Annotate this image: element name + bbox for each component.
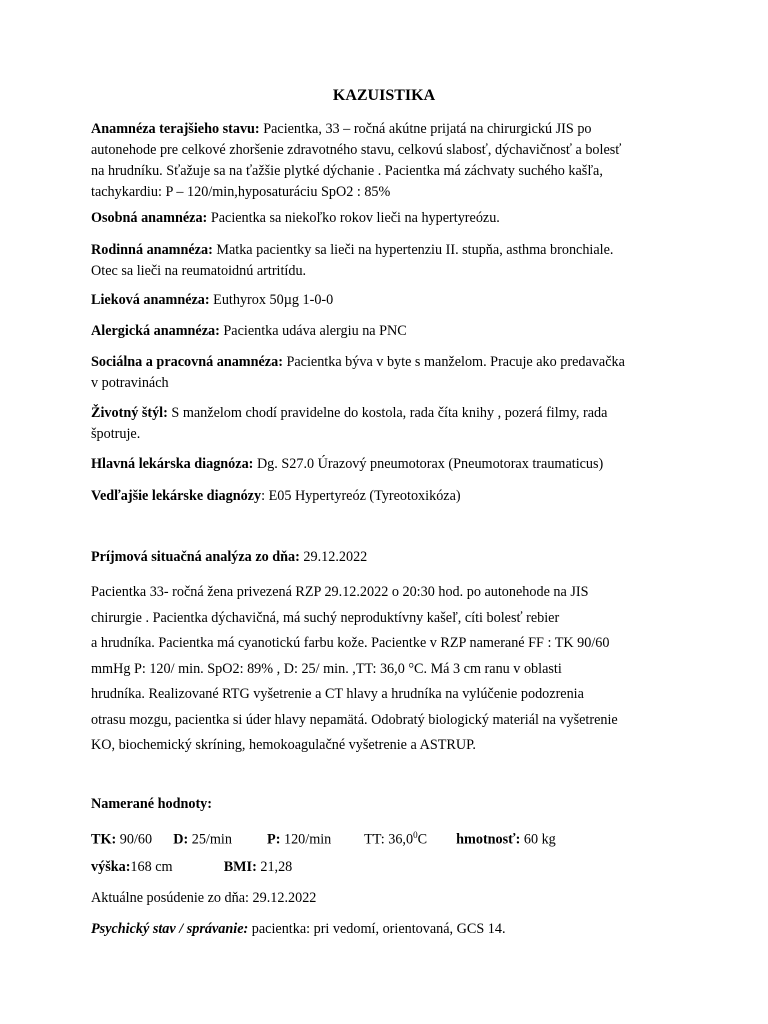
section-alergicka [91,321,691,342]
hmotnost-value: 60 kg [520,831,556,848]
prijmova-label: Príjmová situačná analýza zo dňa: [91,549,300,565]
rodinna-label: Rodinná anamnéza: [91,242,213,258]
section-socialna [91,352,691,394]
tk-value: 90/60 [116,831,153,848]
document-title: KAZUISTIKA [332,87,436,104]
anamneza-text: Pacientka, 33 – ročná akútne prijatá na chirurgickú JIS po [259,121,592,137]
anamneza-line: autonehode pre celkové zhoršenie zdravotného stavu, celkovú slabosť, dýchavičnosť a bolesť [91,142,622,158]
socialna-text: Pacientka býva v byte s manželom. Pracuje ako predavačka [282,354,625,370]
prijmova-date: 29.12.2022 [299,549,368,565]
tt-unit: C [417,831,428,848]
tt-sup: 0 [413,830,418,840]
section-osobna [91,208,691,229]
alergicka-label: Alergická anamnéza: [91,323,220,339]
rodinna-text: Matka pacientky sa lieči na hypertenziu II. stupňa, asthma bronchiale. [212,242,614,258]
anamneza-line: na hrudníku. Sťažuje sa na ťažšie plytké dýchanie . Pacientka má záchvaty suchého kašľa, [91,163,603,179]
bmi-label: BMI: [223,859,257,875]
liekova-label: Lieková anamnéza: [91,292,210,308]
prijmova-line: KO, biochemický skríning, hemokoagulačné vyšetrenie a ASTRUP. [91,737,476,753]
section-namerane [91,794,691,815]
vyska-value: 168 cm [130,859,173,875]
section-anamneza [91,119,691,203]
section-hlavna [91,454,691,475]
socialna-line: v potravinách [91,375,169,391]
d-value: 25/min [188,831,232,848]
psychicky-text: pacientka: pri vedomí, orientovaná, GCS 14. [248,921,506,937]
tt-value: TT: 36,0 [364,831,414,848]
section-aktualne [91,888,691,909]
hmotnost-label: hmotnosť: [456,831,521,848]
rodinna-line: Otec sa lieči na reumatoidnú artritídu. [91,263,307,279]
hlavna-label: Hlavná lekárska diagnóza: [91,456,254,472]
prijmova-line: mmHg P: 120/ min. SpO2: 89% , D: 25/ min. ,TT: 36,0 °C. Má 3 cm ranu v oblasti [91,660,562,677]
alergicka-text: Pacientka udáva alergiu na PNC [219,323,407,339]
section-prijmova [91,547,691,568]
vedlajsie-label: Vedľajšie lekárske diagnózy [91,488,262,504]
prijmova-paragraph [91,580,691,759]
vitals-row-2 [91,857,691,878]
prijmova-line: chirurgie . Pacientka dýchavičná, má suchý neproduktívny kašeľ, cíti bolesť rebier [91,609,560,626]
zivotny-label: Životný štýl: [91,405,168,421]
zivotny-line: špotruje. [91,426,141,442]
vyska-label: výška: [91,859,131,875]
section-rodinna [91,240,691,282]
prijmova-line: a hrudníka. Pacientka má cyanotickú farbu kože. Pacientke v RZP namerané FF : TK 90/60 [91,635,610,651]
vedlajsie-text: : E05 Hypertyreóz (Tyreotoxikóza) [261,488,461,504]
vitals-row [91,825,691,851]
osobna-label: Osobná anamnéza: [91,210,208,226]
namerane-label: Namerané hodnoty: [91,796,212,812]
bmi-value: 21,28 [256,859,293,875]
anamneza-line: tachykardiu: P – 120/min,hyposaturáciu SpO2 : 85% [91,184,391,200]
p-label: P: [267,831,281,848]
prijmova-line: hrudníka. Realizované RTG vyšetrenie a CT hlavy a hrudníka na vylúčenie podozrenia [91,686,584,702]
prijmova-line: Pacientka 33- ročná žena privezená RZP 29.12.2022 o 20:30 hod. po autonehode na JIS [91,584,589,600]
tk-label: TK: [91,831,117,848]
hlavna-text: Dg. S27.0 Úrazový pneumotorax (Pneumotorax traumaticus) [253,456,604,472]
section-vedlajsie [91,486,691,507]
prijmova-line: otrasu mozgu, pacientka si úder hlavy nepamätá. Odobratý biologický materiál na vyšetrenie [91,711,618,728]
anamneza-label: Anamnéza terajšieho stavu: [91,121,260,137]
d-label: D: [173,831,189,848]
socialna-label: Sociálna a pracovná anamnéza: [91,354,283,370]
aktualne-text: Aktuálne posúdenie zo dňa: 29.12.2022 [91,890,317,906]
section-psychicky [91,919,691,940]
p-value: 120/min [280,831,332,848]
section-zivotny [91,403,691,445]
psychicky-label: Psychický stav / správanie: [91,921,249,937]
section-liekova [91,290,691,311]
osobna-text: Pacientka sa niekoľko rokov lieči na hypertyreózu. [207,210,500,226]
liekova-text: Euthyrox 50µg 1-0-0 [209,292,334,308]
anamneza-line [91,119,691,140]
zivotny-text: S manželom chodí pravidelne do kostola, rada číta knihy , pozerá filmy, rada [167,405,608,421]
